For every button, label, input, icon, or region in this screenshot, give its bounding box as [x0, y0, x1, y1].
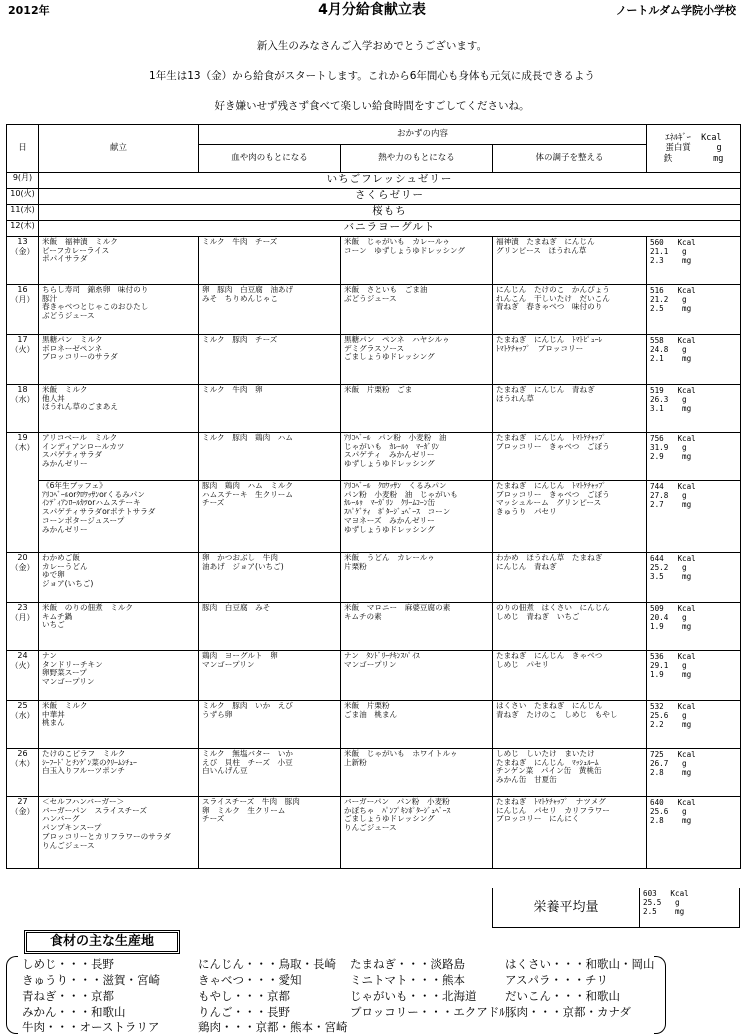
header-nutrition: ｴﾈﾙｷﾞｰ Kcal 蛋白質 g 鉄 mg: [647, 125, 741, 173]
menu-cell: 米飯 ミルク 中華丼 桃まん: [39, 701, 199, 749]
table-row: [7, 237, 741, 285]
blood-cell: ミルク 牛肉 チーズ: [199, 237, 341, 285]
menu-cell: ＜セルフハンバーガー＞ バーガーパン スライスチーズ ハンバーグ パンプキンスープ ブロッコリーとカリフラワーのサラダ りんごジュース: [39, 797, 199, 869]
day-cell: 27 （金）: [7, 797, 39, 869]
header-side-content: おかずの内容: [199, 125, 647, 145]
health-cell: たまねぎ ﾄﾏﾄｹﾁｬｯﾌﾟ ナツメグ にんじん パセリ カリフラワー ブロッコリー にんにく: [493, 797, 647, 869]
nutrition-cell: 725 Kcal 26.7 g 2.8 mg: [647, 749, 741, 797]
day-cell: 10(火): [7, 189, 39, 205]
day-cell: 26 （木）: [7, 749, 39, 797]
blood-cell: 卵 かつおぶし 牛肉 油あげ ジョア(いちご): [199, 553, 341, 603]
message-line-2: 1年生は13（金）から給食がスタートします。これから6年間心も身体も元気に成長できるよう: [149, 70, 595, 82]
production-column-4: はくさい・・・和歌山・岡山 アスパラ・・・チリ だいこん・・・和歌山 豚肉・・・京都・カナダ: [505, 957, 655, 1019]
energy-cell: 黒糖パン ペンネ ハヤシルゥ デミグラスソース ごましょうゆドレッシング: [341, 335, 493, 385]
special-menu: 桜もち: [39, 205, 741, 221]
header-energy: 熱や力のもとになる: [341, 145, 493, 173]
blood-cell: 豚肉 鶏肉 ハム ミルク ハムステーキ 生クリーム チーズ: [199, 481, 341, 553]
menu-cell: ちらし寿司 錦糸卵 味付のり 豚汁 春きゃべつとじゃこのおひたし ぶどうジュース: [39, 285, 199, 335]
blood-cell: スライスチーズ 牛肉 豚肉 卵 ミルク 生クリーム チーズ: [199, 797, 341, 869]
menu-cell: 《6年生ブッフェ》 ｱﾘｺﾍﾞｰﾙorｸﾛﾜｯｻﾝorくるみパン ｲﾝﾃﾞｨｱﾝﾛｰﾙｶﾂorハムステーキ スパゲティサラダorポテトサラダ コーンポタージュスープ みかんゼリー: [39, 481, 199, 553]
right-brace: [654, 956, 666, 1034]
header-health: 体の調子を整える: [493, 145, 647, 173]
health-cell: しめじ しいたけ まいたけ たまねぎ にんじん ﾏｯｼｭﾙｰﾑ チンゲン菜 パイン缶 黄桃缶 みかん缶 甘夏缶: [493, 749, 647, 797]
day-cell: 23 （月）: [7, 603, 39, 651]
table-row: [7, 603, 741, 651]
health-cell: たまねぎ にんじん きゃべつ しめじ パセリ: [493, 651, 647, 701]
energy-cell: 米飯 片栗粉 ごま油 桃まん: [341, 701, 493, 749]
day-cell: 18 （水）: [7, 385, 39, 433]
special-menu: いちごフレッシュゼリー: [39, 173, 741, 189]
menu-cell: 米飯 のりの佃煮 ミルク キムチ鍋 いちご: [39, 603, 199, 651]
blood-cell: ミルク 牛肉 卵: [199, 385, 341, 433]
table-row: [7, 189, 741, 205]
energy-cell: ｱﾘｺﾍﾞｰﾙ パン粉 小麦粉 油 じゃがいも ｶﾚｰﾙｩ ﾏｰｶﾞﾘﾝ スパゲティ みかんゼリー ゆずしょうゆドレッシング: [341, 433, 493, 481]
menu-cell: 米飯 福神漬 ミルク ビーフカレーライス ポパイサラダ: [39, 237, 199, 285]
health-cell: にんじん たけのこ かんぴょう れんこん 干しいたけ だいこん 青ねぎ 春きゃべつ 味付のり: [493, 285, 647, 335]
blood-cell: ミルク 豚肉 鶏肉 ハム: [199, 433, 341, 481]
blood-cell: 鶏肉 ヨーグルト 卵 マンゴープリン: [199, 651, 341, 701]
nutrition-cell: 644 Kcal 25.2 g 3.5 mg: [647, 553, 741, 603]
table-row: [7, 173, 741, 189]
menu-cell: たけのこピラフ ミルク ｼｰﾌｰﾄﾞとﾁﾝｹﾞﾝ菜のｸﾘｰﾑｼﾁｭｰ 白玉入りフルーツポンチ: [39, 749, 199, 797]
nutrition-cell: 558 Kcal 24.8 g 2.1 mg: [647, 335, 741, 385]
table-row: [7, 553, 741, 603]
nutrition-cell: 560 Kcal 21.1 g 2.3 mg: [647, 237, 741, 285]
nutrition-cell: 516 Kcal 21.2 g 2.5 mg: [647, 285, 741, 335]
header-blood: 血や肉のもとになる: [199, 145, 341, 173]
header-menu: 献立: [39, 125, 199, 173]
menu-cell: わかめご飯 カレーうどん ゆで卵 ジョア(いちご): [39, 553, 199, 603]
health-cell: はくさい たまねぎ にんじん 青ねぎ たけのこ しめじ もやし: [493, 701, 647, 749]
menu-table: [6, 124, 741, 869]
table-row: [7, 651, 741, 701]
nutrition-cell: 744 Kcal 27.8 g 2.7 mg: [647, 481, 741, 553]
health-cell: たまねぎ にんじん ﾄﾏﾄｹﾁｬｯﾌﾟ ブロッコリー きゃべつ ごぼう マッシュルーム グリンピース きゅうり パセリ: [493, 481, 647, 553]
health-cell: のりの佃煮 はくさい にんじん しめじ 青ねぎ いちご: [493, 603, 647, 651]
table-row: [7, 433, 741, 481]
header-year: 2012年: [8, 4, 50, 17]
day-cell: 19 （木）: [7, 433, 39, 553]
table-row: [7, 481, 741, 553]
nutrition-cell: 519 Kcal 26.3 g 3.1 mg: [647, 385, 741, 433]
average-value: 603 Kcal 25.5 g 2.5 mg: [640, 888, 740, 928]
health-cell: わかめ ほうれん草 たまねぎ にんじん 青ねぎ: [493, 553, 647, 603]
health-cell: たまねぎ にんじん ﾄﾏﾄﾋﾟｭｰﾚ ﾄﾏﾄｹﾁｬｯﾌﾟ ブロッコリー: [493, 335, 647, 385]
energy-cell: 米飯 じゃがいも カレールゥ コーン ゆずしょうゆドレッシング: [341, 237, 493, 285]
day-cell: 12(木): [7, 221, 39, 237]
energy-cell: 米飯 じゃがいも ホワイトルゥ 上新粉: [341, 749, 493, 797]
day-cell: 13 （金）: [7, 237, 39, 285]
blood-cell: 豚肉 白豆腐 みそ: [199, 603, 341, 651]
day-cell: 16 （月）: [7, 285, 39, 335]
blood-cell: ミルク 豚肉 いか えび うずら卵: [199, 701, 341, 749]
production-column-1: しめじ・・・長野 きゅうり・・・滋賀・宮崎 青ねぎ・・・京都 みかん・・・和歌山 牛肉・・・オーストラリア: [22, 957, 160, 1035]
table-row: [7, 335, 741, 385]
special-menu: さくらゼリー: [39, 189, 741, 205]
day-cell: 11(水): [7, 205, 39, 221]
day-cell: 24 （火）: [7, 651, 39, 701]
nutrition-cell: 532 Kcal 25.6 g 2.2 mg: [647, 701, 741, 749]
energy-cell: バーガーパン パン粉 小麦粉 かぼちゃ ﾊﾟﾝﾌﾟｷﾝﾎﾟﾀｰｼﾞｭﾍﾞｰｽ ごましょうゆドレッシング りんごジュース: [341, 797, 493, 869]
blood-cell: ミルク 豚肉 チーズ: [199, 335, 341, 385]
energy-cell: 米飯 片栗粉 ごま: [341, 385, 493, 433]
page-title: 4月分給食献立表: [318, 2, 426, 18]
production-column-2: にんじん・・・鳥取・長崎 きゃべつ・・・愛知 もやし・・・京都 りんご・・・長野 鶏肉・・・京都・熊本・宮崎: [198, 957, 348, 1035]
health-cell: 福神漬 たまねぎ にんじん グリンピース ほうれん草: [493, 237, 647, 285]
table-row: [7, 385, 741, 433]
energy-cell: ナン ﾀﾝﾄﾞﾘｰﾁｷﾝｽﾊﾟｲｽ マンゴープリン: [341, 651, 493, 701]
school-name: ノートルダム学院小学校: [615, 4, 736, 17]
special-menu: バニラヨーグルト: [39, 221, 741, 237]
table-row: [7, 797, 741, 869]
health-cell: たまねぎ にんじん 青ねぎ ほうれん草: [493, 385, 647, 433]
blood-cell: 卵 豚肉 白豆腐 油あげ みそ ちりめんじゃこ: [199, 285, 341, 335]
left-brace: [6, 956, 18, 1034]
production-title: 食材の主な生産地: [24, 930, 180, 954]
nutrition-cell: 509 Kcal 20.4 g 1.9 mg: [647, 603, 741, 651]
table-row: [7, 749, 741, 797]
nutrition-cell: 756 Kcal 31.9 g 2.9 mg: [647, 433, 741, 481]
table-row: [7, 285, 741, 335]
table-row: [7, 205, 741, 221]
energy-cell: 米飯 さといも ごま油 ぶどうジュース: [341, 285, 493, 335]
production-column-3: たまねぎ・・・淡路島 ミニトマト・・・熊本 じゃがいも・・・北海道 ブロッコリー・・・エクアドﾙ: [350, 957, 506, 1019]
menu-cell: ナン タンドリーチキン 卵野菜スープ マンゴープリン: [39, 651, 199, 701]
day-cell: 20 （金）: [7, 553, 39, 603]
day-cell: 9(月): [7, 173, 39, 189]
day-cell: 25 （水）: [7, 701, 39, 749]
energy-cell: ｱﾘｺﾍﾞｰﾙ ｸﾛﾜｯｻﾝ くるみパン パン粉 小麦粉 油 じゃがいも ｶﾚｰﾙｩ ﾏｰｶﾞﾘﾝ ｸﾘｰﾑｺｰﾝ缶 ｽﾊﾟｹﾞﾃｨ ﾎﾟﾀｰｼﾞｭﾍﾞｰｽ コーン マヨネーズ みかんゼリー ゆずしょうゆドレッシング: [341, 481, 493, 553]
energy-cell: 米飯 マロニー 麻婆豆腐の素 キムチの素: [341, 603, 493, 651]
nutrition-cell: 536 Kcal 29.1 g 1.9 mg: [647, 651, 741, 701]
menu-cell: アリコベール ミルク インディアンロールカツ スパゲティサラダ みかんゼリー: [39, 433, 199, 481]
table-row: [7, 701, 741, 749]
menu-cell: 黒糖パン ミルク ボロネーゼペンネ ブロッコリーのサラダ: [39, 335, 199, 385]
energy-cell: 米飯 うどん カレールゥ 片栗粉: [341, 553, 493, 603]
health-cell: たまねぎ にんじん ﾄﾏﾄｹﾁｬｯﾌﾟ ブロッコリー きゃべつ ごぼう: [493, 433, 647, 481]
average-label: 栄養平均量: [492, 888, 640, 928]
nutrition-cell: 640 Kcal 25.6 g 2.8 mg: [647, 797, 741, 869]
header-day: 日: [7, 125, 39, 173]
message-line-1: 新入生のみなさんご入学おめでとうございます。: [256, 40, 488, 52]
day-cell: 17 （火）: [7, 335, 39, 385]
blood-cell: ミルク 無塩バター いか えび 貝柱 チーズ 小豆 白いんげん豆: [199, 749, 341, 797]
table-row: [7, 221, 741, 237]
message-line-3: 好き嫌いせず残さず食べて楽しい給食時間をすごしてくださいね。: [214, 100, 530, 112]
menu-cell: 米飯 ミルク 他人丼 ほうれん草のごまあえ: [39, 385, 199, 433]
